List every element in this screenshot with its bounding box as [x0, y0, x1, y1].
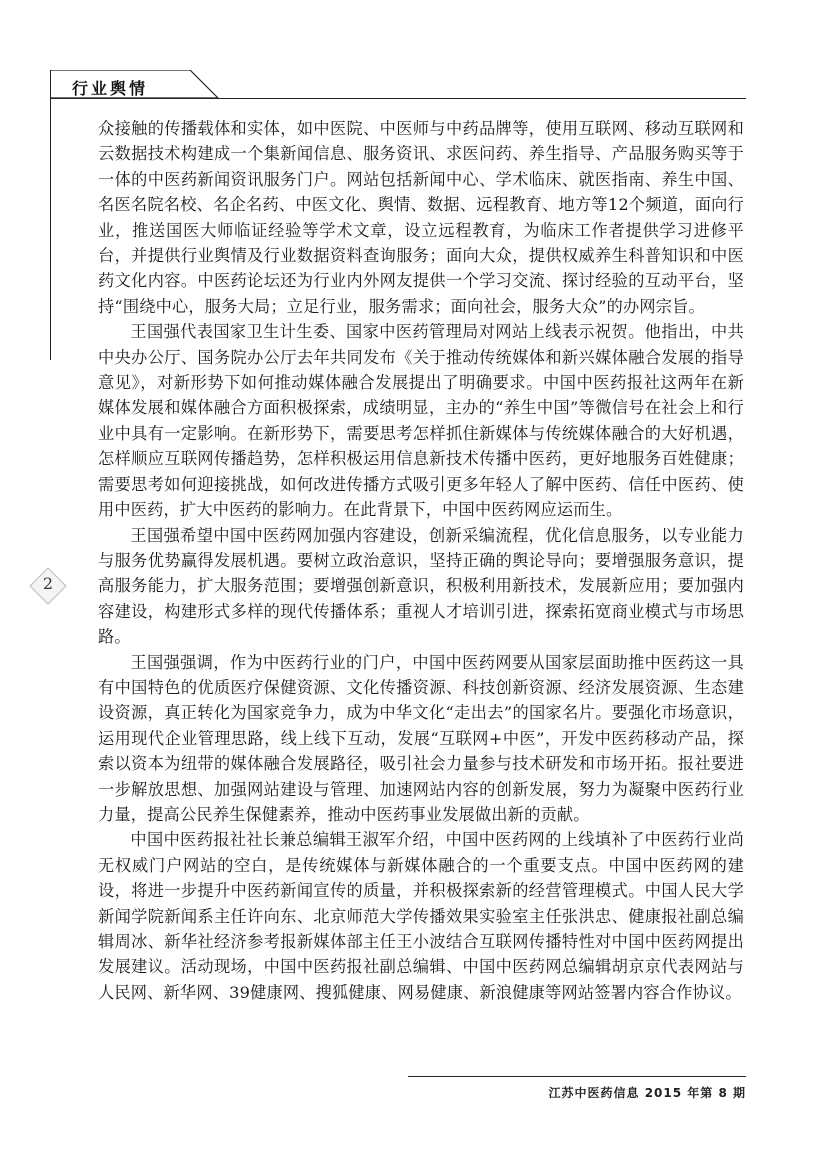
paragraph: 王国强强调，作为中医药行业的门户，中国中医药网要从国家层面助推中医药这一具有中国特色的优质医疗保健资源、文化传播资源、科技创新资源、经济发展资源、生态建设资源，真正转化为国家竞争力，成为中华文化“走出去”的国家名片。要强化市场意识，运用现代企业管理思路，线上线下互动，发展“互联网+中医”，开发中医药移动产品，探索以资本为纽带的媒体融合发展路径，吸引社会力量参与技术研发和市场开拓。报社要进一步解放思想、加强网站建设与管理、加速网站内容的创新发展，努力为凝聚中医药行业力量，提高公民养生保健素养，推动中医药事业发展做出新的贡献。 [98, 652, 744, 824]
left-rule [50, 70, 51, 360]
section-label: 行业舆情 [72, 79, 149, 98]
paragraph: 中国中医药报社社长兼总编辑王淑军介绍，中国中医药网的上线填补了中医药行业尚无权威门户网站的空白，是传统媒体与新媒体融合的一个重要支点。中国中医药网的建设，将进一步提升中医药新闻宣传的质量，并积极探索新的经营管理模式。中国人民大学新闻学院新闻系主任许向东、北京师范大学传播效果实验室主任张洪忠、健康报社副总编辑周冰、新华社经济参考报新媒体部主任王小波结合互联网传播特性对中国中医药网提出发展建议。活动现场，中国中医药报社副总编辑、中国中医药网总编辑胡京京代表网站与人民网、新华网、39健康网、搜狐健康、网易健康、新浪健康等网站签署内容合作协议。 [98, 830, 744, 1002]
paragraph: 王国强希望中国中医药网加强内容建设，创新采编流程，优化信息服务，以专业能力与服务优势赢得发展机遇。要树立政治意识，坚持正确的舆论导向；要增强服务意识，提高服务能力，扩大服务范围；要增强创新意识，积极利用新技术，发展新应用；要加强内容建设，构建形式多样的现代传播体系；重视人才培训引进，探索拓宽商业模式与市场思路。 [98, 525, 744, 647]
page-number-badge [28, 566, 68, 606]
paragraph: 王国强代表国家卫生计生委、国家中医药管理局对网站上线表示祝贺。他指出，中共中央办公厅、国务院办公厅去年共同发布《关于推动传统媒体和新兴媒体融合发展的指导意见》，对新形势下如何推动媒体融合发展提出了明确要求。中国中医药报社这两年在新媒体发展和媒体融合方面积极探索，成绩明显，主办的“养生中国”等微信号在社会上和行业中具有一定影响。在新形势下，需要思考怎样抓住新媒体与传统媒体融合的大好机遇，怎样顺应互联网传播趋势，怎样积极运用信息新技术传播中医药，更好地服务百姓健康；需要思考如何迎接挑战，如何改进传播方式吸引更多年轻人了解中医药、信任中医药、使用中医药，扩大中医药的影响力。在此背景下，中国中医药网应运而生。 [98, 322, 744, 520]
header-rule [50, 98, 746, 99]
page-number: 2 [42, 574, 54, 593]
article-body [98, 116, 744, 1005]
journal-issue: 江苏中医药信息 2015 年第 8 期 [548, 1086, 746, 1100]
section-tab [50, 70, 220, 100]
footer-rule [408, 1076, 746, 1077]
paragraph: 众接触的传播载体和实体，如中医院、中医师与中药品牌等，使用互联网、移动互联网和云数据技术构建成一个集新闻信息、服务资讯、求医问药、养生指导、产品服务购买等于一体的中医药新闻资讯服务门户。网站包括新闻中心、学术临床、就医指南、养生中国、名医名院名校、名企名药、中医文化、舆情、数据、远程教育、地方等12个频道，面向行业，推送国医大师临证经验等学术文章，设立远程教育，为临床工作者提供学习进修平台，并提供行业舆情及行业数据资料查询服务；面向大众，提供权威养生科普知识和中医药文化内容。中医药论坛还为行业内外网友提供一个学习交流、探讨经验的互动平台，坚持“围绕中心，服务大局；立足行业，服务需求；面向社会，服务大众”的办网宗旨。 [98, 119, 744, 316]
